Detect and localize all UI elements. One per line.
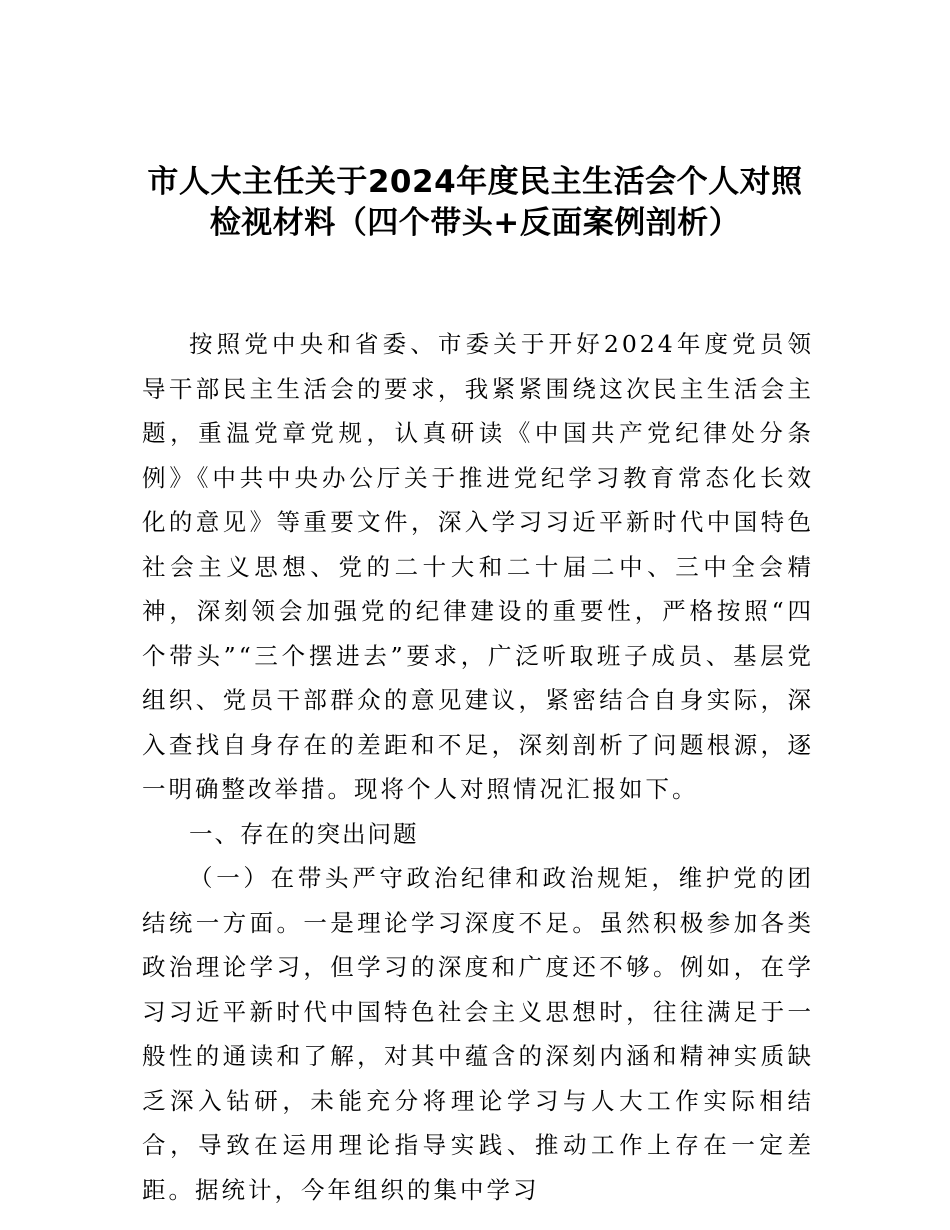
document-title: [100, 162, 850, 244]
section-heading: 一、存在的突出问题: [189, 819, 419, 848]
title-line-1: 市人大主任关于2024年度民主生活会个人对照: [147, 164, 803, 200]
intro-paragraph: 按照党中央和省委、市委关于开好2024年度党员领导干部民主生活会的要求，我紧紧围绕这次民主生活会主题，重温党章党规，认真研读《中国共产党纪律处分条例》《中共中央办公厅关于推进党纪学习教育常态化长效化的意见》等重要文件，深入学习习近平新时代中国特色社会主义思想、党的二十大和二十届二中、三中全会精神，深刻领会加强党的纪律建设的重要性，严格按照“四个带头”“三个摆进去”要求，广泛听取班子成员、基层党组织、党员干部群众的意见建议，紧密结合自身实际，深入查找自身存在的差距和不足，深刻剖析了问题根源，逐一明确整改举措。现将个人对照情况汇报如下。: [142, 330, 814, 803]
section-paragraph: （一）在带头严守政治纪律和政治规矩，维护党的团结统一方面。一是理论学习深度不足。虽然积极参加各类政治理论学习，但学习的深度和广度还不够。例如，在学习习近平新时代中国特色社会主义思想时，往往满足于一般性的通读和了解，对其中蕴含的深刻内涵和精神实质缺乏深入钻研，未能充分将理论学习与人大工作实际相结合，导致在运用理论指导实践、推动工作上存在一定差距。据统计，今年组织的集中学习: [142, 864, 814, 1204]
document-body: [142, 322, 814, 1212]
title-line-2: 检视材料（四个带头+反面案例剖析）: [209, 205, 741, 241]
